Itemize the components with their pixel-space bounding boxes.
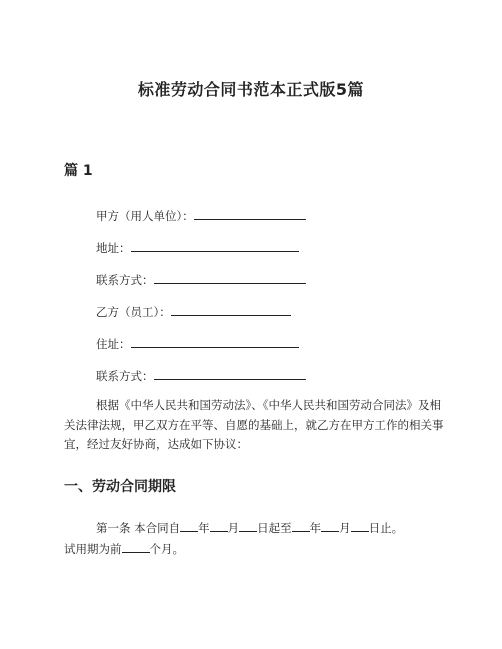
employee-name-label: 乙方（员工）： [96, 305, 171, 319]
employer-name-label: 甲方（用人单位）： [96, 209, 194, 223]
employee-contact-label: 联系方式： [96, 369, 154, 383]
article-1-trial-line [64, 539, 444, 560]
article-1-term-line [64, 518, 444, 539]
start-day-unit: 日起至 [257, 521, 292, 535]
chapter-heading: 一、劳动合同期限 [64, 479, 176, 495]
trial-months-blank [122, 541, 150, 553]
employer-contact-blank [154, 272, 306, 284]
start-month-blank [210, 520, 228, 532]
end-month-unit: 月 [339, 521, 351, 535]
start-day-blank [239, 520, 257, 532]
employee-address-blank [131, 336, 299, 348]
employer-name-field [96, 208, 306, 224]
employer-contact-label: 联系方式： [96, 273, 154, 287]
end-day-unit: 日止。 [368, 521, 404, 535]
start-month-unit: 月 [227, 521, 240, 535]
document-title: 标准劳动合同书范本正式版5篇 [137, 80, 365, 99]
employee-address-field [96, 336, 299, 352]
start-year-blank [180, 520, 198, 532]
employee-name-blank [171, 304, 291, 316]
employee-contact-field [96, 368, 306, 384]
employee-name-field [96, 304, 291, 320]
start-year-unit: 年 [198, 521, 210, 535]
end-year-unit: 年 [309, 521, 322, 535]
end-day-blank [351, 520, 369, 532]
employer-address-field [96, 240, 299, 256]
employer-address-label: 地址： [96, 241, 131, 255]
employee-contact-blank [154, 368, 306, 380]
employer-contact-field [96, 272, 306, 288]
trial-suffix: 个月。 [149, 542, 184, 556]
end-year-blank [292, 520, 310, 532]
employee-address-label: 住址： [96, 337, 131, 351]
section-label: 篇 1 [64, 163, 93, 179]
preamble-paragraph: 根据《中华人民共和国劳动法》、《中华人民共和国劳动合同法》及相关法律法规，甲乙双方在平等、自愿的基础上，就乙方在甲方工作的相关事宜，经过友好协商，达成如下协议： [64, 398, 444, 451]
article-1 [64, 518, 444, 560]
article-1-prefix: 第一条 本合同自 [96, 521, 181, 535]
employer-address-blank [131, 240, 299, 252]
trial-prefix: 试用期为前 [64, 542, 122, 556]
end-month-blank [321, 520, 339, 532]
employer-name-blank [194, 208, 306, 220]
